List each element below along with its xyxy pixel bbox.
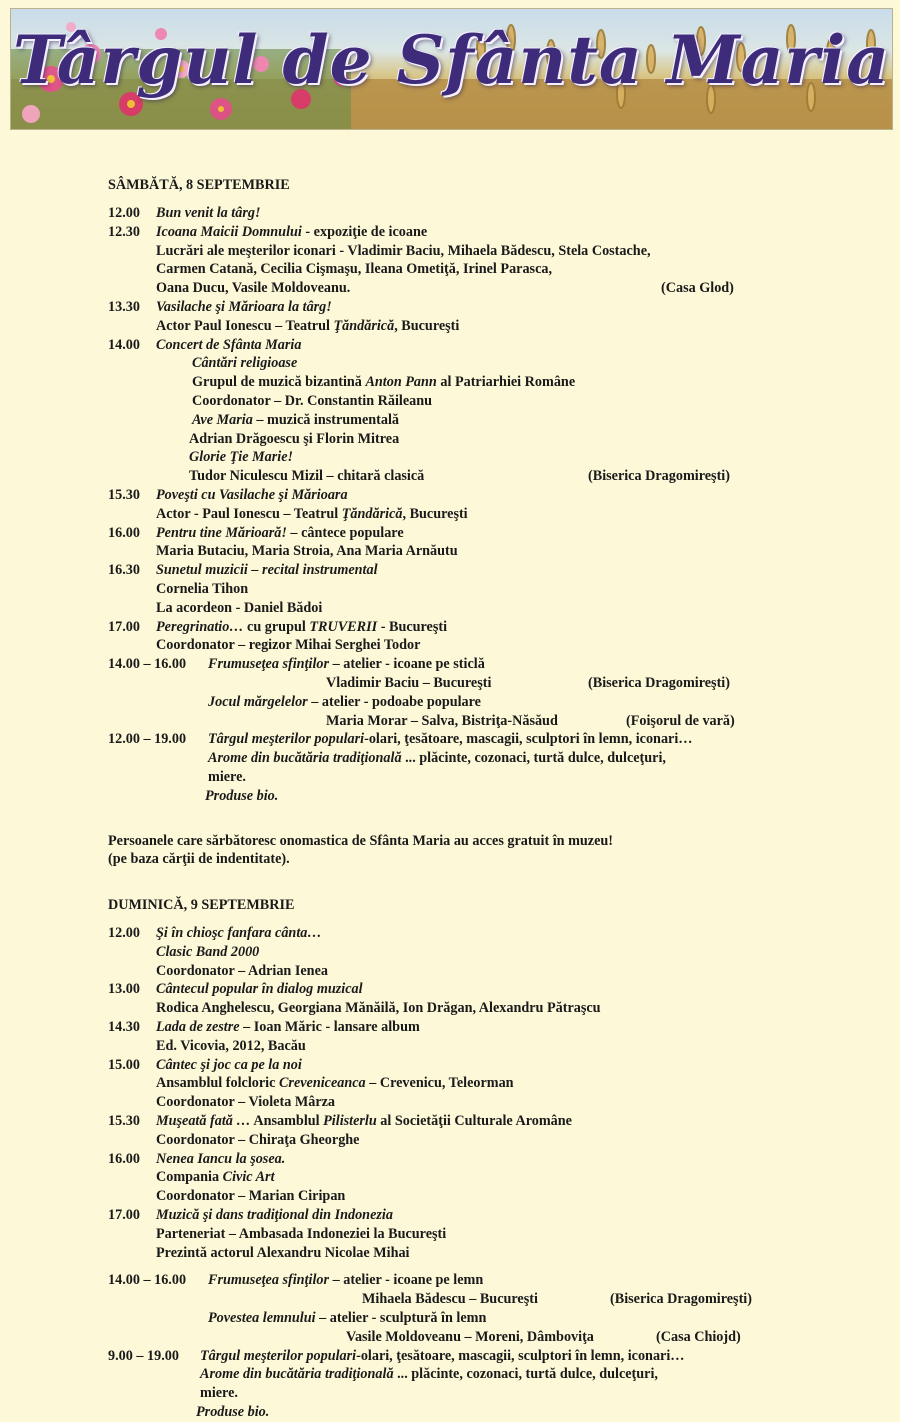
program-row: 13.30 Vasilache şi Mărioara la târg! [108,298,332,315]
program-row: 14.00 – 16.00 Frumuseţea sfinţilor – atelier - icoane pe sticlă [108,656,485,673]
program-row: 12.00 Şi în chioşc fanfara cânta… [108,925,322,942]
program-row: 16.00 Pentru tine Mărioară! – cântece populare [108,524,404,541]
free-entry-note: Persoanele care sărbătoresc onomastica de Sfânta Maria au acces gratuit în muzeu! [108,832,614,849]
program-row: Oana Ducu, Vasile Moldoveanu. (Casa Glod) [156,280,734,297]
program-row: 15.00 Cântec şi joc ca pe la noi [108,1056,302,1073]
program-row: Adrian Drăgoescu şi Florin Mitrea [189,430,400,447]
program-row: 14.30 Lada de zestre – Ioan Măric - lansare album [108,1019,420,1036]
program-row: Grupul de muzică bizantină Anton Pann al Patriarhiei Române [192,374,576,391]
program-row: Ansamblul folcloric Creveniceanca – Crevenicu, Teleorman [156,1075,514,1092]
program-row: Jocul mărgelelor – atelier - podoabe populare [208,693,481,710]
program-row: 16.00 Nenea Iancu la şosea. [108,1150,286,1167]
program-row: Carmen Catană, Cecilia Cişmaşu, Ileana Ometiţă, Irinel Parasca, [156,261,553,278]
banner-title: Târgul de Sfânta Maria [12,21,891,99]
program-row: Cântări religioase [192,355,298,372]
program-row: Vasile Moldoveanu – Moreni, Dâmboviţa (Casa Chiojd) [346,1328,741,1345]
program-row: 17.00 Muzică şi dans tradiţional din Indonezia [108,1207,393,1224]
day-heading-saturday: SÂMBĂTĂ, 8 SEPTEMBRIE [108,177,290,193]
program-row: Coordonator – Chiraţa Gheorghe [156,1131,360,1148]
program-row: 15.30 Muşeată fată … Ansamblul Pilisterlu al Societăţii Culturale Aromâne [108,1113,572,1130]
program-row: 12.00 Bun venit la târg! [108,205,261,221]
program-row: Coordonator – Dr. Constantin Răileanu [192,392,433,409]
program-row: Coordonator – Violeta Mârza [156,1094,336,1111]
program-row: Coordonator – regizor Mihai Serghei Todor [156,637,421,654]
location-label: (Casa Chiojd) [656,1328,741,1345]
program-row: 14.00 Concert de Sfânta Maria [108,336,302,353]
location-label: (Biserica Dragomireşti) [588,674,730,691]
location-label: (Biserica Dragomireşti) [588,468,730,485]
program-row: Compania Civic Art [156,1169,275,1186]
day-heading-sunday: DUMINICĂ, 9 SEPTEMBRIE [108,897,295,914]
program-row: Rodica Anghelescu, Georgiana Mănăilă, Ion Drăgan, Alexandru Pătraşcu [156,1000,601,1017]
location-label: (Foişorul de vară) [626,712,735,729]
program-row: Tudor Niculescu Mizil – chitară clasică (Biserica Dragomireşti) [189,468,730,485]
program-row: Arome din bucătăria tradiţională ... plăcinte, cozonaci, turtă dulce, dulceţuri, [208,750,666,767]
program-row: Produse bio. [196,1404,270,1421]
program-row: 13.00 Cântecul popular în dialog muzical [108,981,363,998]
program-row: 16.30 Sunetul muzicii – recital instrumental [108,562,378,579]
program-row: Maria Morar – Salva, Bistriţa-Năsăud (Foişorul de vară) [326,712,735,729]
location-label: (Casa Glod) [661,280,734,297]
banner [10,8,893,130]
program-row: La acordeon - Daniel Bădoi [156,599,323,616]
program-row: 14.00 – 16.00 Frumuseţea sfinţilor – atelier - icoane pe lemn [108,1272,484,1289]
program-row: Povestea lemnului – atelier - sculptură în lemn [208,1310,487,1327]
program-row: miere. [208,768,246,785]
program-row: Ed. Vicovia, 2012, Bacău [156,1037,306,1054]
program-row: Produse bio. [205,787,279,804]
program-row: 12.30 Icoana Maicii Domnului - expoziţie de icoane [108,223,428,240]
program-row: 17.00 Peregrinatio… cu grupul TRUVERII - Bucureşti [108,618,448,635]
program-row: miere. [200,1385,238,1402]
program-row: Glorie Ţie Marie! [189,449,294,466]
program-row: 12.00 – 19.00 Târgul meşterilor populari-olari, ţesătoare, mascagii, sculptori în lemn, iconari… [108,731,693,748]
program-row: Actor - Paul Ionescu – Teatrul Ţăndărică, Bucureşti [156,505,468,522]
program-row: Parteneriat – Ambasada Indoneziei la Bucureşti [156,1225,447,1242]
program-row: Clasic Band 2000 [156,943,260,960]
program-row: Prezintă actorul Alexandru Nicolae Mihai [156,1244,410,1261]
location-label: (Biserica Dragomireşti) [610,1291,752,1308]
program-row: Mihaela Bădescu – Bucureşti (Biserica Dragomireşti) [362,1291,752,1308]
free-entry-note-detail: (pe baza cărţii de indentitate). [108,851,290,868]
program-row: Coordonator – Adrian Ienea [156,962,328,979]
program-row: Coordonator – Marian Ciripan [156,1188,346,1205]
program-row: 15.30 Poveşti cu Vasilache şi Mărioara [108,486,348,503]
program-row: Ave Maria – muzică instrumentală [192,411,400,428]
program-row: Cornelia Tihon [156,580,249,597]
program-row: 9.00 – 19.00 Târgul meşterilor populari-olari, ţesătoare, mascagii, sculptori în lemn, iconari… [108,1347,685,1364]
program-row: Vladimir Baciu – Bucureşti (Biserica Dragomireşti) [326,674,730,691]
program-row: Maria Butaciu, Maria Stroia, Ana Maria Arnăutu [156,543,458,560]
program-content [108,175,798,1422]
program-row: Actor Paul Ionescu – Teatrul Ţăndărică, Bucureşti [156,317,460,334]
program-row: Lucrări ale meşterilor iconari - Vladimir Baciu, Mihaela Bădescu, Stela Costache, [156,242,651,259]
program-row: Arome din bucătăria tradiţională ... plăcinte, cozonaci, turtă dulce, dulceţuri, [200,1366,658,1383]
